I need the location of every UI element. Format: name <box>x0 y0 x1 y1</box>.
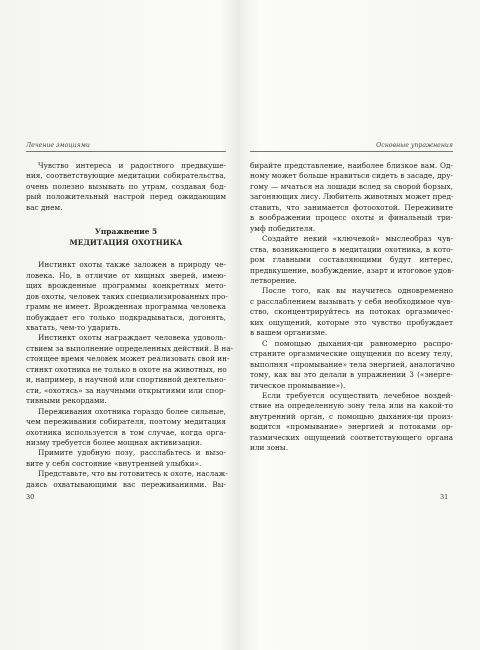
right-paragraph-3 <box>250 286 453 338</box>
page-number-left: 30 <box>26 493 35 501</box>
text-line: очень полезно вызывать по утрам, создавая бод- <box>26 181 226 191</box>
text-line: даясь охватывающими вас переживаниями. Вы- <box>26 479 226 489</box>
text-line: ния, соответствующие медитации собирательства, <box>26 171 226 181</box>
text-line: Создайте некий «ключевой» мыслеобраз чув- <box>262 234 453 244</box>
text-line: стинкт охотника не только в охоте на животных, но <box>26 364 227 374</box>
text-line: сти, «охотясь» за научными открытиями или спор- <box>26 385 226 395</box>
text-line: загоняющих лису. Любитель животных может пред- <box>250 192 454 202</box>
text-line: ром главными составляющими будут интерес, <box>250 255 453 265</box>
text-line: низму требуется более мощная активизация. <box>26 437 203 447</box>
text-line: Переживания охотника гораздо более сильные, <box>38 406 226 416</box>
text-line: С помощью дыхания-ци равномерно распро- <box>262 338 453 348</box>
left-paragraph-4 <box>26 448 226 469</box>
text-line: бирайте представление, наиболее близкое вам. Од- <box>250 161 453 170</box>
page-number-right: 31 <box>440 493 449 501</box>
running-head-right: Основные упражнения <box>250 142 453 152</box>
left-body-text <box>26 161 234 490</box>
text-line: с расслаблением вызывать у себя необходимое чув- <box>250 296 453 306</box>
text-line: летворение. <box>250 275 297 285</box>
running-head-left: Лечение эмоциями <box>26 142 226 152</box>
left-paragraph-5 <box>26 469 226 490</box>
text-line: Представьте, что вы готовитесь к охоте, наслаж- <box>38 469 228 479</box>
right-paragraph-4 <box>250 339 453 391</box>
text-line: ному может больше нравиться сидеть в засаде, дру- <box>250 171 453 181</box>
right-paragraph-5 <box>250 391 453 454</box>
text-line: ства, возникающего в медитации охотника, в кото- <box>250 244 453 254</box>
text-line: Примите удобную позу, расслабьтесь и вызо- <box>38 448 226 458</box>
text-line: ствие на определенную зону тела или на какой-то <box>250 401 453 411</box>
exercise-number: Упражнение 5 <box>94 227 158 237</box>
text-line: тическое промывание»). <box>250 380 346 390</box>
text-line: вите у себя состояние «внутренней улыбки». <box>26 458 202 468</box>
text-line: тому, как вы это делали в упражнении 3 («энерге- <box>250 370 453 380</box>
right-body-text <box>250 161 453 454</box>
text-line: и, например, в научной или спортивной деятельно- <box>26 375 226 385</box>
text-line: Если требуется осуществить лечебное воздей- <box>262 390 453 400</box>
text-line: внутренний орган, с помощью дыхания-ци произ- <box>250 411 453 421</box>
text-line: чем переживания собирателя, поэтому медитация <box>26 417 226 427</box>
text-line: в воображении процесс охоты и финальный три- <box>250 213 453 223</box>
text-line: умф победителя. <box>250 223 316 233</box>
exercise-heading <box>26 227 226 248</box>
left-paragraph-3 <box>26 407 226 449</box>
left-intro-paragraph <box>26 161 226 213</box>
text-line: ставить, что занимается фотоохотой. Переживите <box>250 202 453 212</box>
text-line: в вашем организме. <box>250 328 328 338</box>
text-line: Инстинкт охоты также заложен в природу че- <box>38 260 226 270</box>
text-line: охотника используется в том случае, когда орга- <box>26 427 226 437</box>
text-line: побуждает его только подкрадываться, догонять, <box>26 312 226 322</box>
text-line: вас днем. <box>26 202 63 212</box>
text-line: ких ощущений, которые это чувство пробуждает <box>250 317 453 327</box>
text-line: предвкушение, возбуждение, азарт и итоговое удов- <box>250 265 454 275</box>
left-paragraph-1 <box>26 260 226 333</box>
text-line: грамм не имеет. Врожденная программа человека <box>26 302 226 312</box>
text-line: рый положительный настрой перед ожидающим <box>26 192 226 202</box>
text-line: хватать, чем-то ударить. <box>26 322 121 332</box>
text-line: водится «промывание» энергией и потоками ор- <box>250 422 453 432</box>
text-line: стоящее время человек может реализовать свой ин- <box>26 354 230 364</box>
text-line: щих врожденные программы конкретных мето- <box>26 281 226 291</box>
text-line: страните оргазмические ощущения по всему телу, <box>250 349 453 359</box>
text-line: Чувство интереса и радостного предвкуше- <box>38 161 226 170</box>
text-line: После того, как вы научитесь одновременно <box>262 286 453 296</box>
text-line: гому — мчаться на лошади вслед за сворой борзых, <box>250 181 453 191</box>
text-line: или зоны. <box>250 443 289 453</box>
right-page <box>240 0 480 650</box>
text-line: тивными рекордами. <box>26 396 107 406</box>
text-line: дов охоты, человек таких специализированных про- <box>26 291 228 301</box>
exercise-title: МЕДИТАЦИЯ ОХОТНИКА <box>69 237 183 247</box>
text-line: Инстинкт охоты награждает человека удоволь- <box>38 333 226 343</box>
right-paragraph-1 <box>250 161 453 234</box>
left-paragraph-2 <box>26 333 234 406</box>
text-line: ствием за выполнение определенных действий. В на- <box>26 343 234 353</box>
text-line: ство, сконцентрируйтесь на потоках оргазмичес- <box>250 307 453 317</box>
right-paragraph-2 <box>250 234 453 286</box>
text-line: газмических ощущений соответствующего органа <box>250 432 453 442</box>
text-line: ловека. Но, в отличие от хищных зверей, имею- <box>26 270 226 280</box>
text-line: выполняя «промывание» тела энергией, аналогично <box>250 359 455 369</box>
